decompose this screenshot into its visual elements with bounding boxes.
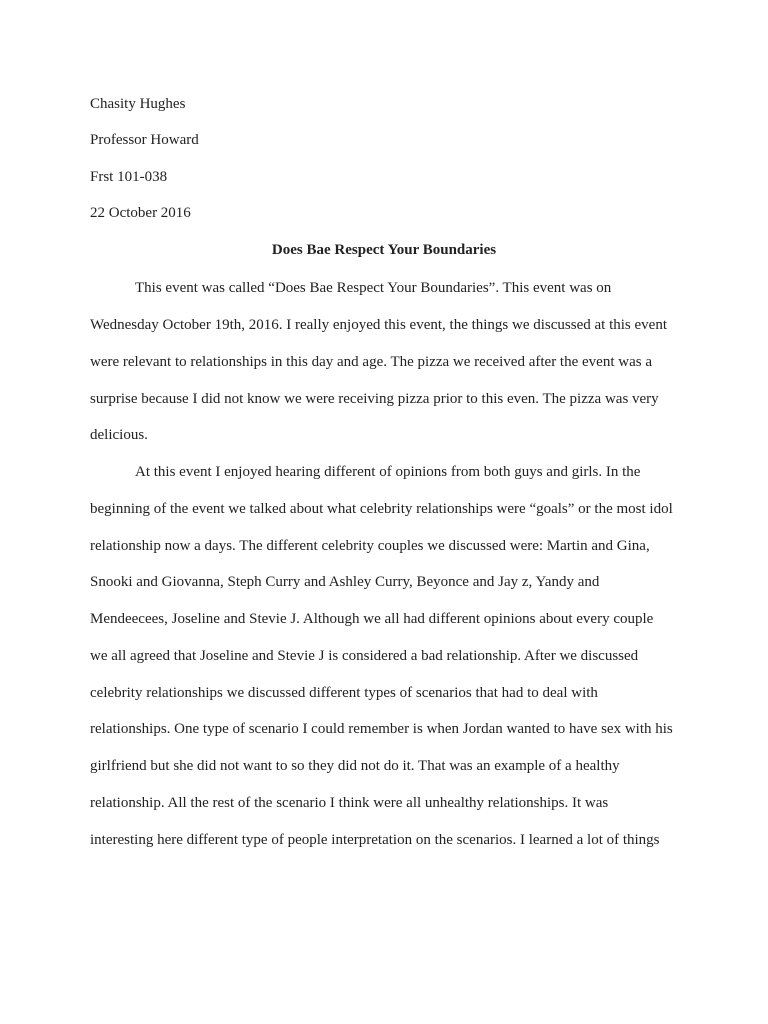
paragraph-2-line: we all agreed that Joseline and Stevie J is considered a bad relationship. After we discussed: [90, 648, 639, 664]
course-code: Frst 101-038: [90, 169, 168, 185]
paragraph-2-line: interesting here different type of people interpretation on the scenarios. I learned a lot of things: [90, 832, 660, 848]
paragraph-1-line: Wednesday October 19th, 2016. I really enjoyed this event, the things we discussed at this event: [90, 317, 667, 333]
paragraph-1-line: surprise because I did not know we were receiving pizza prior to this even. The pizza was very: [90, 391, 659, 407]
student-name: Chasity Hughes: [90, 96, 186, 112]
paragraph-2-line: celebrity relationships we discussed different types of scenarios that had to deal with: [90, 685, 598, 701]
paragraph-1-line: delicious.: [90, 427, 148, 443]
essay-date: 22 October 2016: [90, 205, 191, 221]
paragraph-1-line: were relevant to relationships in this day and age. The pizza we received after the event was a: [90, 354, 652, 370]
paragraph-2-line: relationship. All the rest of the scenario I think were all unhealthy relationships. It was: [90, 795, 609, 811]
essay-title: Does Bae Respect Your Boundaries: [271, 242, 497, 258]
paragraph-2-line: Snooki and Giovanna, Steph Curry and Ashley Curry, Beyonce and Jay z, Yandy and: [90, 574, 600, 590]
paragraph-2-line: beginning of the event we talked about what celebrity relationships were “goals” or the most idol: [90, 501, 673, 517]
paragraph-2-line: girlfriend but she did not want to so they did not do it. That was an example of a healthy: [90, 758, 620, 774]
paragraph-2-line: At this event I enjoyed hearing different of opinions from both guys and girls. In the: [135, 464, 641, 480]
paragraph-2-line: relationships. One type of scenario I could remember is when Jordan wanted to have sex with his: [90, 721, 673, 737]
paragraph-2-line: relationship now a days. The different celebrity couples we discussed were: Martin and Gina,: [90, 538, 650, 554]
paragraph-1-line: This event was called “Does Bae Respect Your Boundaries”. This event was on: [135, 280, 612, 296]
paragraph-2-line: Mendeecees, Joseline and Stevie J. Although we all had different opinions about every couple: [90, 611, 654, 627]
professor-name: Professor Howard: [90, 132, 199, 148]
